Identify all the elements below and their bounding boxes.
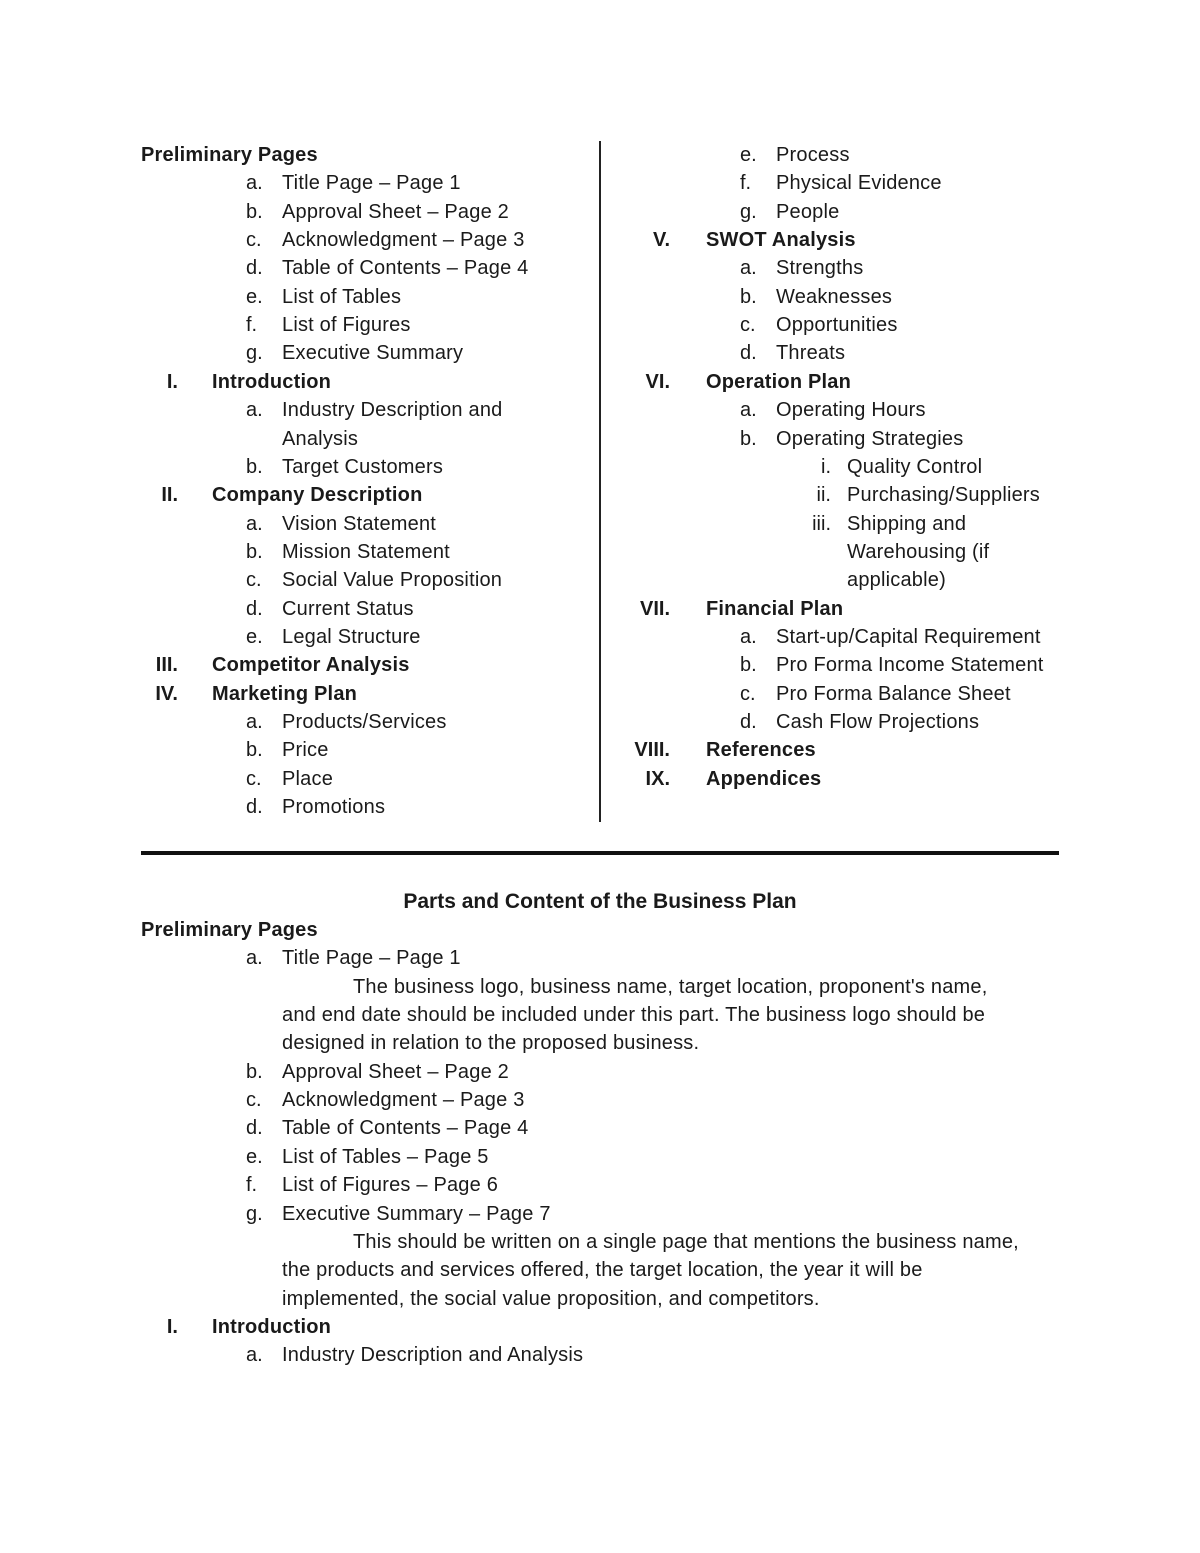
section-number: I.	[166, 1315, 178, 1338]
item-letter: d.	[740, 342, 757, 365]
item-letter: f.	[246, 314, 258, 337]
item-letter: a.	[740, 399, 757, 422]
item-letter: b.	[246, 1060, 263, 1083]
item-text-continued: and end date should be included under this part. The business logo should be	[282, 1004, 986, 1027]
item-letter: b.	[246, 540, 263, 563]
item-letter: e.	[246, 625, 263, 648]
item-text: Place	[282, 767, 334, 790]
subitem-text: Shipping and	[847, 512, 967, 535]
item-text: Social Value Proposition	[282, 569, 503, 592]
item-text-continued: Analysis	[282, 427, 359, 450]
item-letter: f.	[740, 172, 752, 195]
item-text: List of Tables	[282, 285, 402, 308]
item-text: Promotions	[282, 796, 386, 819]
item-text: Approval Sheet – Page 2	[282, 200, 509, 223]
item-text: People	[776, 200, 840, 223]
item-text: Executive Summary – Page 7	[282, 1202, 551, 1225]
item-text: Opportunities	[776, 314, 898, 337]
item-letter: a.	[246, 512, 263, 535]
item-letter: g.	[246, 342, 263, 365]
item-letter: c.	[740, 682, 756, 705]
subitem-number: iii.	[812, 512, 831, 535]
section-title: Introduction	[212, 370, 332, 393]
item-letter: c.	[246, 1089, 262, 1112]
item-text: Table of Contents – Page 4	[282, 1117, 529, 1140]
item-text: Table of Contents – Page 4	[282, 257, 529, 280]
item-text: Executive Summary	[282, 342, 464, 365]
item-text: Industry Description and Analysis	[282, 1344, 584, 1367]
subitem-text: Purchasing/Suppliers	[847, 484, 1040, 507]
item-letter: c.	[246, 767, 262, 790]
item-text: Vision Statement	[282, 512, 437, 535]
item-text: Acknowledgment – Page 3	[282, 1089, 525, 1112]
section-title: Parts and Content of the Business Plan	[403, 890, 797, 913]
subitem-text-continued: applicable)	[847, 569, 946, 592]
item-text-continued: implemented, the social value proposition, and competitors.	[282, 1287, 820, 1310]
item-letter: a.	[246, 172, 263, 195]
item-letter: b.	[246, 455, 263, 478]
item-letter: c.	[246, 229, 262, 252]
item-letter: e.	[246, 285, 263, 308]
section-title: Appendices	[706, 767, 822, 790]
item-letter: c.	[740, 314, 756, 337]
item-text: Title Page – Page 1	[282, 172, 461, 195]
section-title: SWOT Analysis	[706, 229, 856, 252]
section-title: Company Description	[212, 484, 423, 507]
item-text: Target Customers	[282, 455, 444, 478]
item-text: Pro Forma Balance Sheet	[776, 682, 1011, 705]
section-number: VIII.	[634, 739, 670, 762]
horizontal-rule	[141, 851, 1059, 855]
item-text: Operating Strategies	[776, 427, 964, 450]
item-letter: f.	[246, 1174, 258, 1197]
section-title: Introduction	[212, 1315, 332, 1338]
section-number: VII.	[639, 597, 670, 620]
item-letter: a.	[246, 1344, 263, 1367]
subitem-number: i.	[821, 455, 831, 478]
item-letter: b.	[246, 200, 263, 223]
subitem-number: ii.	[816, 484, 831, 507]
item-text: Mission Statement	[282, 540, 450, 563]
item-letter: b.	[740, 427, 757, 450]
item-text: List of Figures	[282, 314, 411, 337]
item-text: Products/Services	[282, 711, 447, 733]
item-text: Strengths	[776, 257, 864, 280]
section-number: IV.	[155, 682, 178, 705]
item-letter: g.	[246, 1202, 263, 1225]
item-letter: c.	[246, 569, 262, 592]
item-letter: g.	[740, 200, 757, 223]
item-letter: b.	[740, 285, 757, 308]
item-letter: e.	[740, 144, 757, 166]
item-text-continued: designed in relation to the proposed business.	[282, 1032, 700, 1055]
section-number: I.	[166, 370, 178, 393]
item-text-continued: the products and services offered, the target location, the year it will be	[282, 1259, 923, 1282]
item-letter: a.	[246, 399, 263, 422]
section-title: Financial Plan	[706, 597, 844, 620]
item-text: Pro Forma Income Statement	[776, 654, 1044, 677]
section-number: II.	[161, 484, 178, 507]
section-number: VI.	[645, 370, 670, 393]
paragraph-text: The business logo, business name, target location, proponent's name,	[353, 975, 988, 998]
section-number: III.	[155, 654, 178, 677]
item-letter: e.	[246, 1145, 263, 1168]
item-text: Industry Description and	[282, 399, 503, 422]
item-text: Cash Flow Projections	[776, 711, 980, 733]
item-text: Current Status	[282, 597, 414, 620]
item-letter: d.	[246, 1117, 263, 1140]
item-text: Price	[282, 739, 329, 762]
section-title: Operation Plan	[706, 370, 852, 393]
item-text: Legal Structure	[282, 625, 421, 648]
item-letter: d.	[740, 711, 757, 733]
column-divider	[599, 141, 601, 822]
section-number: V.	[652, 229, 670, 252]
item-text: Acknowledgment – Page 3	[282, 229, 525, 252]
item-text: Weaknesses	[776, 285, 893, 308]
item-text: Physical Evidence	[776, 172, 942, 195]
item-text: Operating Hours	[776, 399, 926, 422]
item-letter: a.	[740, 257, 757, 280]
item-letter: a.	[246, 947, 263, 970]
heading: Preliminary Pages	[141, 919, 318, 941]
item-letter: d.	[246, 597, 263, 620]
section-title: Competitor Analysis	[212, 654, 410, 677]
item-letter: b.	[740, 654, 757, 677]
item-text: Process	[776, 144, 850, 166]
subitem-text-continued: Warehousing (if	[847, 540, 990, 563]
item-text: List of Figures – Page 6	[282, 1174, 499, 1197]
section-number: IX.	[645, 767, 670, 790]
heading: Preliminary Pages	[141, 144, 318, 166]
subitem-text: Quality Control	[847, 455, 983, 478]
item-text: List of Tables – Page 5	[282, 1145, 489, 1168]
item-text: Threats	[776, 342, 846, 365]
section-title: Marketing Plan	[212, 682, 358, 705]
item-text: Approval Sheet – Page 2	[282, 1060, 509, 1083]
item-letter: a.	[246, 711, 263, 733]
item-letter: b.	[246, 739, 263, 762]
paragraph-text: This should be written on a single page that mentions the business name,	[353, 1230, 1019, 1253]
item-letter: d.	[246, 796, 263, 819]
item-letter: a.	[740, 625, 757, 648]
section-title: References	[706, 739, 816, 762]
item-letter: d.	[246, 257, 263, 280]
item-text: Start-up/Capital Requirement	[776, 625, 1041, 648]
item-text: Title Page – Page 1	[282, 947, 461, 970]
